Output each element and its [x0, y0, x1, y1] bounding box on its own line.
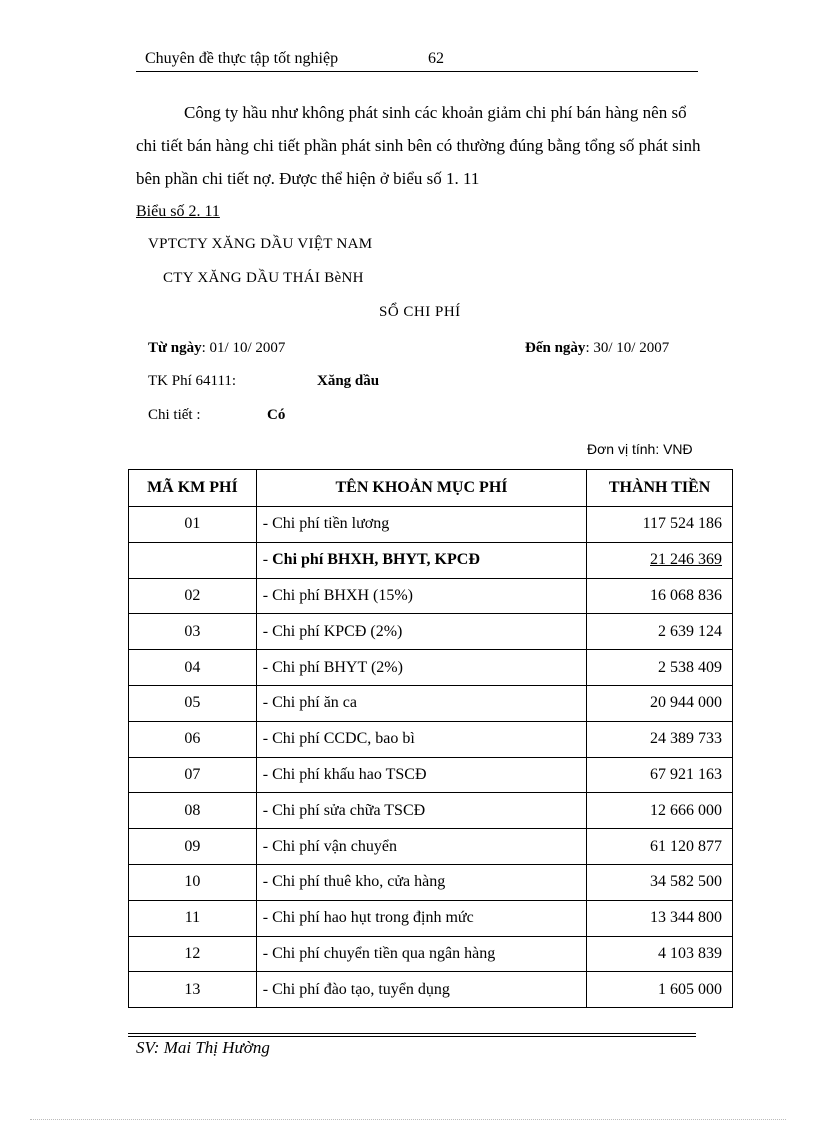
row-code: 12 — [129, 936, 257, 972]
from-date — [148, 340, 285, 357]
row-amount: 13 344 800 — [587, 900, 733, 936]
row-name: - Chi phí tiền lương — [256, 507, 586, 543]
row-amount: 4 103 839 — [587, 936, 733, 972]
row-name: - Chi phí hao hụt trong định mức — [256, 900, 586, 936]
row-code: 09 — [129, 829, 257, 865]
to-date — [525, 340, 669, 357]
col-header-amount: THÀNH TIỀN — [587, 470, 733, 507]
table-row — [129, 721, 733, 757]
row-name-prefix: - — [262, 551, 273, 569]
row-code: 13 — [129, 972, 257, 1008]
table-row — [129, 864, 733, 900]
detail-label: Chi tiết : — [148, 407, 201, 423]
row-amount: 2 538 409 — [587, 650, 733, 686]
body-paragraph — [136, 96, 702, 195]
company-name: CTY XĂNG DẦU THÁI BèNH — [163, 270, 364, 286]
cost-table — [128, 469, 733, 1008]
table-row — [129, 578, 733, 614]
row-code: 04 — [129, 650, 257, 686]
row-amount: 16 068 836 — [587, 578, 733, 614]
row-name: - Chi phí khấu hao TSCĐ — [256, 757, 586, 793]
parent-organization: VPTCTY XĂNG DẦU VIỆT NAM — [148, 236, 373, 252]
table-row — [129, 793, 733, 829]
to-date-label: Đến ngày — [525, 340, 586, 356]
row-amount: 2 639 124 — [587, 614, 733, 650]
from-date-value: : 01/ 10/ 2007 — [201, 340, 286, 356]
table-row — [129, 614, 733, 650]
row-amount — [587, 542, 733, 578]
row-name-bold: Chi phí BHXH, BHYT, KPCĐ — [272, 551, 480, 569]
table-caption: Biểu số 2. 11 — [136, 203, 220, 220]
row-name: - Chi phí ăn ca — [256, 685, 586, 721]
subtotal-amount: 21 246 369 — [650, 551, 722, 569]
row-code: 08 — [129, 793, 257, 829]
row-name: - Chi phí CCDC, bao bì — [256, 721, 586, 757]
account-label: TK Phí 64111: — [148, 373, 237, 389]
body-paragraph-text: Công ty hầu như không phát sinh các khoản giảm chi phí bán hàng nên sổ chi tiết bán hàng chi tiết phần phát sinh bên có thường đúng bằng tổng số phát sinh bên phần chi tiết nợ. Được thể hiện ở biểu số 1. 11 — [136, 103, 701, 188]
page-bottom-dotted-line — [30, 1119, 786, 1120]
table-header-row — [129, 470, 733, 507]
table-row — [129, 757, 733, 793]
to-date-value: : 30/ 10/ 2007 — [585, 340, 670, 356]
row-name: - Chi phí vận chuyển — [256, 829, 586, 865]
row-amount: 117 524 186 — [587, 507, 733, 543]
row-amount: 20 944 000 — [587, 685, 733, 721]
detail-value: Có — [267, 407, 286, 423]
from-date-label: Từ ngày — [148, 340, 202, 356]
row-name: - Chi phí BHXH (15%) — [256, 578, 586, 614]
currency-unit: Đơn vị tính: VNĐ — [587, 441, 693, 457]
row-code: 10 — [129, 864, 257, 900]
footer-rule-top — [128, 1033, 696, 1034]
row-name: - Chi phí đào tạo, tuyển dụng — [256, 972, 586, 1008]
row-name: - Chi phí thuê kho, cửa hàng — [256, 864, 586, 900]
col-header-name: TÊN KHOẢN MỤC PHÍ — [256, 470, 586, 507]
account-value: Xăng dầu — [317, 373, 380, 389]
col-header-code: MÃ KM PHÍ — [129, 470, 257, 507]
row-amount: 61 120 877 — [587, 829, 733, 865]
row-code: 02 — [129, 578, 257, 614]
row-name: - Chi phí sửa chữa TSCĐ — [256, 793, 586, 829]
table-row — [129, 507, 733, 543]
table-row — [129, 650, 733, 686]
row-amount: 1 605 000 — [587, 972, 733, 1008]
row-name: - Chi phí KPCĐ (2%) — [256, 614, 586, 650]
row-name: - Chi phí BHYT (2%) — [256, 650, 586, 686]
table-row — [129, 972, 733, 1008]
row-code: 07 — [129, 757, 257, 793]
row-code — [129, 542, 257, 578]
row-code: 11 — [129, 900, 257, 936]
row-amount: 67 921 163 — [587, 757, 733, 793]
running-header-title: Chuyên đề thực tập tốt nghiệp — [145, 50, 339, 67]
document-title: SỔ CHI PHÍ — [379, 304, 461, 320]
row-code: 03 — [129, 614, 257, 650]
footer-rule-bottom — [128, 1036, 696, 1037]
table-row — [129, 900, 733, 936]
table-row — [129, 829, 733, 865]
row-name: - Chi phí chuyển tiền qua ngân hàng — [256, 936, 586, 972]
table-row — [129, 936, 733, 972]
page-number: 62 — [428, 50, 444, 67]
student-name-footer: SV: Mai Thị Hường — [136, 1038, 270, 1057]
table-row — [129, 685, 733, 721]
header-rule — [136, 71, 698, 72]
row-amount: 34 582 500 — [587, 864, 733, 900]
table-row-subtotal — [129, 542, 733, 578]
row-code: 05 — [129, 685, 257, 721]
row-code: 06 — [129, 721, 257, 757]
row-code: 01 — [129, 507, 257, 543]
row-amount: 24 389 733 — [587, 721, 733, 757]
row-name — [256, 542, 586, 578]
row-amount: 12 666 000 — [587, 793, 733, 829]
